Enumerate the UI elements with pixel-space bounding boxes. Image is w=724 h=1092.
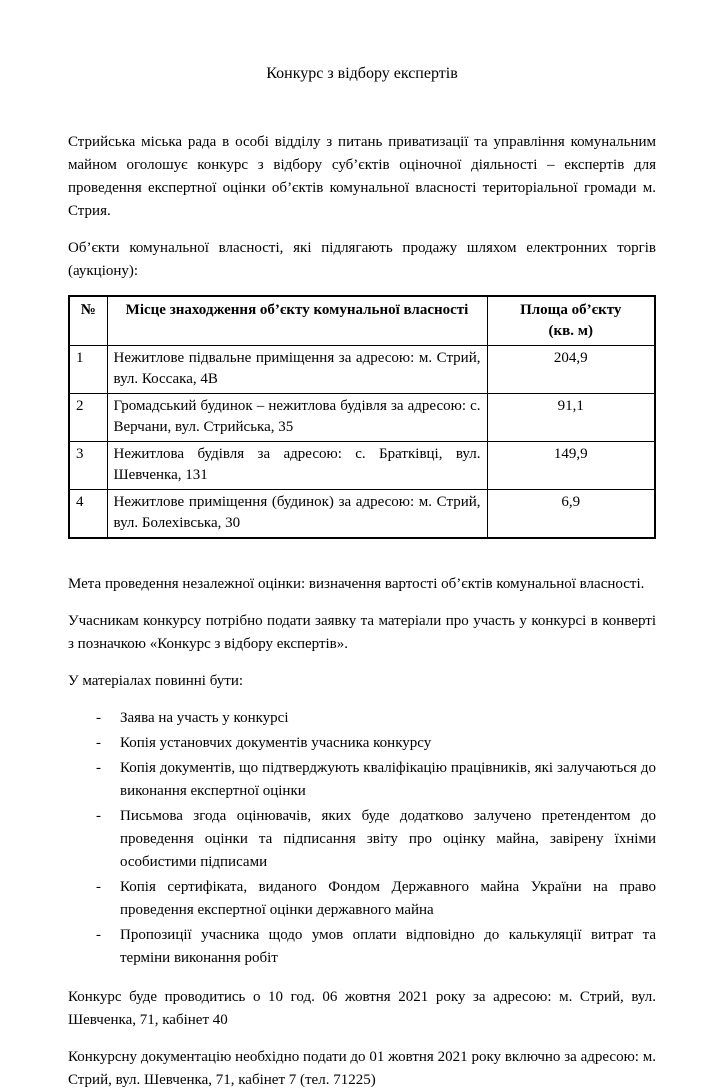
paragraph-schedule: Конкурс буде проводитись о 10 год. 06 жовтня 2021 року за адресою: м. Стрий, вул. Шевченка, 71, кабінет 40 [68, 989, 656, 1028]
row-area: 91,1 [487, 394, 655, 442]
paragraph-objects-intro: Об’єкти комунальної власності, які підлягають продажу шляхом електронних торгів (аукціону): [68, 240, 656, 279]
table-row [69, 394, 655, 442]
table-header-area [487, 296, 655, 346]
list-item: - Копія документів, що підтверджують кваліфікацію працівників, які залучаються до виконання експертної оцінки [68, 757, 656, 803]
table-header-area-line2: (кв. м) [548, 323, 593, 339]
paragraph-intro: Стрийська міська рада в особі відділу з питань приватизації та управління комунальним майном оголошує конкурс з відбору суб’єктів оціночної діяльності – експертів для проведення експертної оцінки об’єктів комунальної власності територіальної громади м. Стрия. [68, 134, 656, 219]
list-item: - Копія сертифіката, виданого Фондом Державного майна України на право проведення експертної оцінки державного майна [68, 876, 656, 922]
table-header-area-line1: Площа об’єкту [520, 302, 622, 318]
paragraph-purpose: Мета проведення незалежної оцінки: визначення вартості об’єктів комунальної власності. [68, 576, 645, 592]
paragraph-deadline: Конкурсну документацію необхідно подати до 01 жовтня 2021 року включно за адресою: м. Стрий, вул. Шевченка, 71, кабінет 7 (тел. 71225) [68, 1049, 656, 1088]
row-location: Нежитлове приміщення (будинок) за адресою: м. Стрий, вул. Болехівська, 30 [107, 490, 487, 539]
table-row [69, 490, 655, 539]
table-row [69, 442, 655, 490]
row-location: Нежитлове підвальне приміщення за адресою: м. Стрий, вул. Коссака, 4В [107, 346, 487, 394]
row-location: Громадський будинок – нежитлова будівля за адресою: с. Верчани, вул. Стрийська, 35 [107, 394, 487, 442]
row-area: 6,9 [487, 490, 655, 539]
table-header-number: № [69, 296, 107, 346]
list-item: - Письмова згода оцінювачів, яких буде додатково залучено претендентом до проведення оцінки та підписання звіту про оцінку майна, завірену їхніми особистими підписами [68, 805, 656, 874]
row-area: 149,9 [487, 442, 655, 490]
list-item: - Заява на участь у конкурсі [68, 707, 656, 730]
paragraph-materials-intro: У матеріалах повинні бути: [68, 673, 244, 689]
row-number: 1 [69, 346, 107, 394]
row-number: 3 [69, 442, 107, 490]
table-header-row [69, 296, 655, 346]
table-row [69, 346, 655, 394]
row-number: 2 [69, 394, 107, 442]
row-area: 204,9 [487, 346, 655, 394]
list-item: - Пропозиції учасника щодо умов оплати відповідно до калькуляції витрат та терміни виконання робіт [68, 924, 656, 970]
materials-list [68, 707, 656, 970]
objects-table [68, 295, 656, 539]
paragraph-submission: Учасникам конкурсу потрібно подати заявку та матеріали про участь у конкурсі в конверті з позначкою «Конкурс з відбору експертів». [68, 613, 656, 652]
table-header-location: Місце знаходження об’єкту комунальної власності [107, 296, 487, 346]
list-item: - Копія установчих документів учасника конкурсу [68, 732, 656, 755]
row-number: 4 [69, 490, 107, 539]
row-location: Нежитлова будівля за адресою: с. Братківці, вул. Шевченка, 131 [107, 442, 487, 490]
document-title: Конкурс з відбору експертів [266, 65, 458, 82]
